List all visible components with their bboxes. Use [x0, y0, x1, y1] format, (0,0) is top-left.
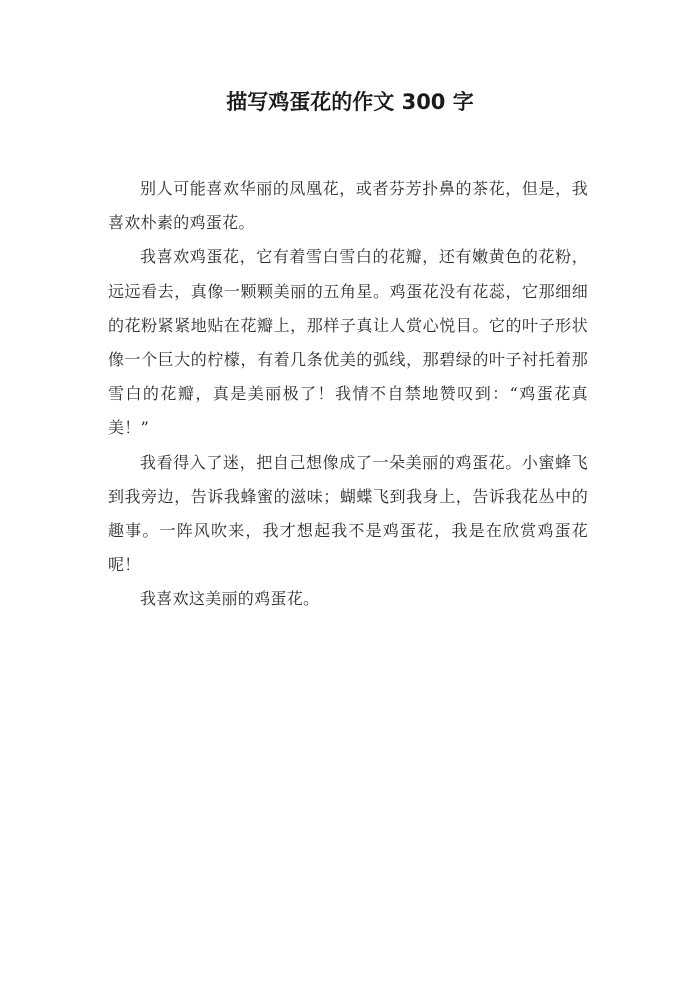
paragraph: 我看得入了迷，把自己想像成了一朵美丽的鸡蛋花。小蜜蜂飞到我旁边，告诉我蜂蜜的滋味；蝴蝶飞到我身上，告诉我花丛中的趣事。一阵风吹来，我才想起我不是鸡蛋花，我是在欣赏鸡蛋花呢！ — [108, 452, 588, 575]
document-title: 描写鸡蛋花的作文 300 字 — [226, 90, 474, 114]
paragraph: 别人可能喜欢华丽的凤凰花，或者芬芳扑鼻的茶花，但是，我喜欢朴素的鸡蛋花。 — [108, 179, 588, 233]
paragraph: 我喜欢这美丽的鸡蛋花。 — [140, 589, 320, 609]
paragraph: 我喜欢鸡蛋花，它有着雪白雪白的花瓣，还有嫩黄色的花粉，远远看去，真像一颗颗美丽的五角星。鸡蛋花没有花蕊，它那细细的花粉紧紧地贴在花瓣上，那样子真让人赏心悦目。它的叶子形状像一个巨大的柠檬，有着几条优美的弧线，那碧绿的叶子衬托着那雪白的花瓣，真是美丽极了！我情不自禁地赞叹到：“鸡蛋花真美！” — [108, 247, 588, 438]
document-body — [108, 172, 588, 617]
